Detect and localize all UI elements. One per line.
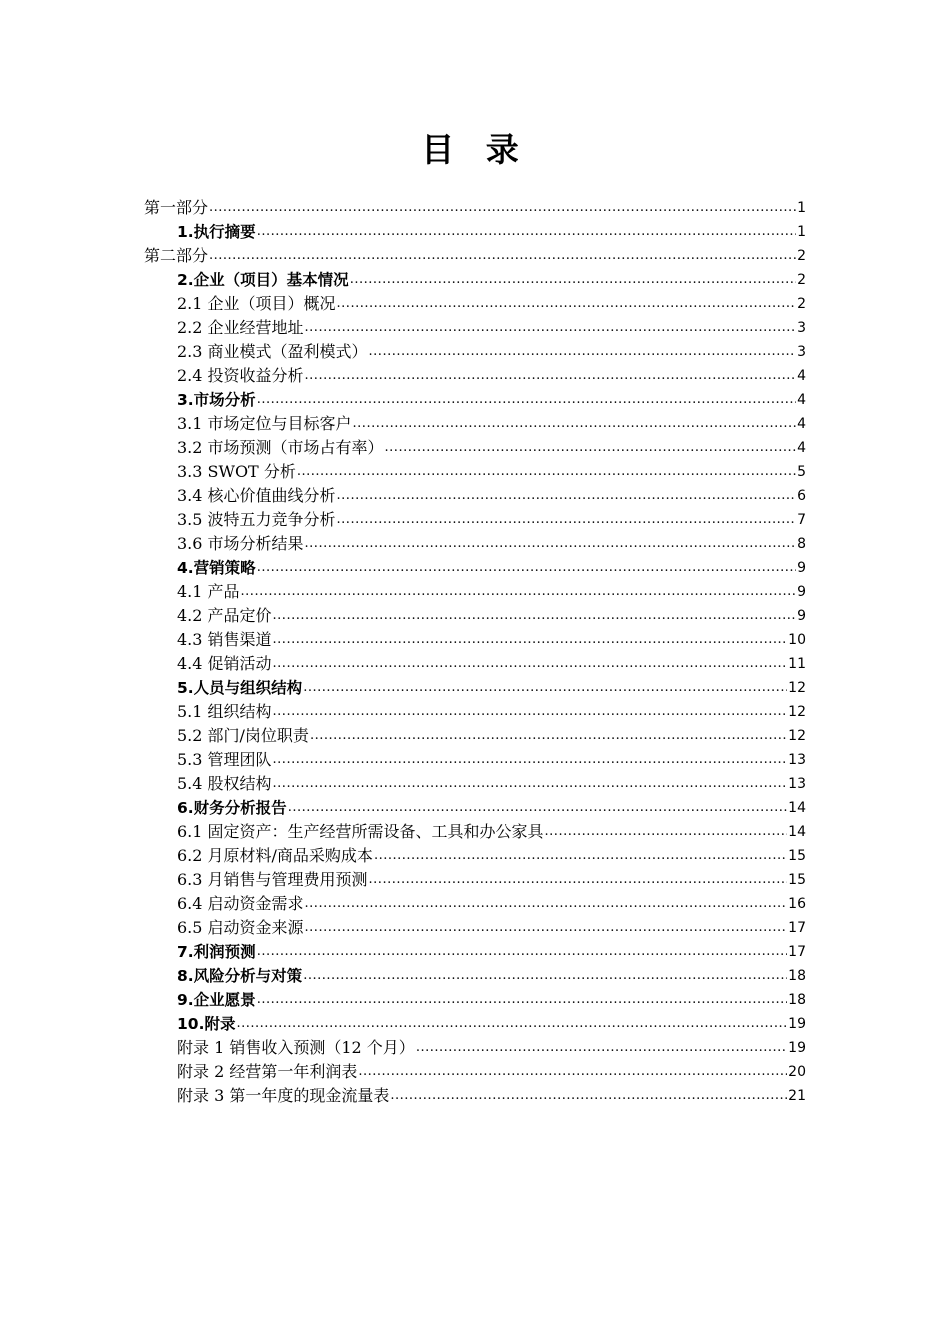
toc-entry[interactable] [144,722,806,746]
toc-dot-leader [257,222,796,242]
toc-entry-label: 4.1 产品 [177,582,240,601]
toc-entry-label: 6.4 启动资金需求 [177,894,304,913]
toc-dot-leader [273,774,788,794]
toc-entry-label: 3.1 市场定位与目标客户 [177,414,352,433]
toc-dot-leader [545,822,788,842]
toc-entry[interactable] [144,890,806,914]
toc-page-number: 2 [797,272,806,288]
toc-entry[interactable] [144,866,806,890]
toc-dot-leader [257,390,796,410]
toc-entry[interactable] [144,794,806,818]
toc-page-number: 1 [797,200,806,216]
toc-page-number: 21 [788,1088,806,1104]
toc-page-number: 19 [788,1040,806,1056]
toc-entry[interactable] [144,986,806,1010]
toc-entry[interactable] [144,650,806,674]
toc-entry-label: 4.3 销售渠道 [177,630,272,649]
toc-page-number: 14 [788,800,806,816]
toc-entry-label: 4.营销策略 [177,559,256,577]
toc-entry[interactable] [144,818,806,842]
toc-dot-leader [358,1062,787,1082]
toc-entry-label: 7.利润预测 [177,943,256,961]
toc-entry[interactable] [144,1010,806,1034]
toc-page-number: 12 [788,680,806,696]
toc-entry-label: 2.3 商业模式（盈利模式） [177,342,368,361]
toc-entry-label: 4.2 产品定价 [177,606,272,625]
toc-dot-leader [369,342,797,362]
toc-dot-leader [305,366,797,386]
toc-page-number: 4 [797,416,806,432]
toc-dot-leader [374,846,787,866]
toc-entry[interactable] [144,410,806,434]
toc-page-number: 18 [788,968,806,984]
toc-page-number: 9 [797,560,806,576]
toc-page-number: 16 [788,896,806,912]
toc-entry[interactable] [144,338,806,362]
toc-entry-label: 3.5 波特五力竞争分析 [177,510,336,529]
toc-dot-leader [241,582,797,602]
toc-entry-label: 5.3 管理团队 [177,750,272,769]
toc-entry[interactable] [144,914,806,938]
toc-entry-label: 10.附录 [177,1015,236,1033]
toc-entry-label: 6.1 固定资产：生产经营所需设备、工具和办公家具 [177,822,544,841]
toc-entry[interactable] [144,1082,806,1106]
toc-entry-label: 2.企业（项目）基本情况 [177,271,349,289]
toc-entry[interactable] [144,482,806,506]
toc-entry-label: 5.人员与组织结构 [177,679,303,697]
toc-entry-label: 2.4 投资收益分析 [177,366,304,385]
toc-entry-label: 5.4 股权结构 [177,774,272,793]
toc-page-number: 11 [788,656,806,672]
toc-page-number: 1 [797,224,806,240]
toc-entry[interactable] [144,290,806,314]
toc-entry[interactable] [144,578,806,602]
toc-entry-label: 第一部分 [144,198,209,217]
toc-entry[interactable] [144,626,806,650]
toc-page-number: 17 [788,920,806,936]
toc-dot-leader [273,750,788,770]
toc-entry-label: 5.2 部门/岗位职责 [177,726,309,745]
toc-entry-label: 3.3 SWOT 分析 [177,462,296,481]
toc-entry[interactable] [144,1034,806,1058]
toc-dot-leader [209,246,796,266]
toc-entry-label: 1.执行摘要 [177,223,256,241]
toc-page-number: 20 [788,1064,806,1080]
toc-dot-leader [310,726,787,746]
toc-dot-leader [209,198,796,218]
toc-page-number: 13 [788,752,806,768]
toc-entry[interactable] [144,530,806,554]
toc-entry-label: 第二部分 [144,246,209,265]
toc-entry[interactable] [144,770,806,794]
toc-entry[interactable] [144,218,806,242]
table-of-contents [144,194,806,1106]
toc-dot-leader [385,438,797,458]
toc-entry-label: 3.2 市场预测（市场占有率） [177,438,384,457]
toc-entry[interactable] [144,386,806,410]
toc-dot-leader [353,414,797,434]
toc-entry-label: 3.市场分析 [177,391,256,409]
toc-entry-label: 3.4 核心价值曲线分析 [177,486,336,505]
toc-dot-leader [305,894,788,914]
toc-entry-label: 9.企业愿景 [177,991,256,1009]
toc-entry-label: 6.2 月原材料/商品采购成本 [177,846,373,865]
toc-dot-leader [257,558,796,578]
toc-entry-label: 附录 1 销售收入预测（12 个月） [177,1038,415,1057]
toc-entry[interactable] [144,554,806,578]
toc-page-number: 3 [797,344,806,360]
toc-page-number: 19 [788,1016,806,1032]
page-title: 目 录 [421,130,529,169]
toc-entry-label: 5.1 组织结构 [177,702,272,721]
toc-page-number: 8 [797,536,806,552]
toc-entry[interactable] [144,674,806,698]
toc-dot-leader [305,918,788,938]
toc-entry-label: 6.5 启动资金来源 [177,918,304,937]
toc-entry[interactable] [144,266,806,290]
toc-entry[interactable] [144,362,806,386]
toc-dot-leader [273,654,788,674]
toc-entry-label: 2.1 企业（项目）概况 [177,294,336,313]
toc-dot-leader [337,486,797,506]
toc-page-number: 12 [788,728,806,744]
toc-entry-label: 8.风险分析与对策 [177,967,303,985]
toc-page-number: 2 [797,296,806,312]
toc-entry[interactable] [144,434,806,458]
toc-entry[interactable] [144,194,806,218]
toc-entry[interactable] [144,458,806,482]
toc-entry[interactable] [144,1058,806,1082]
toc-entry[interactable] [144,746,806,770]
toc-page-number: 18 [788,992,806,1008]
toc-page-number: 13 [788,776,806,792]
toc-entry-label: 4.4 促销活动 [177,654,272,673]
toc-dot-leader [305,318,797,338]
toc-dot-leader [337,510,797,530]
toc-page-number: 6 [797,488,806,504]
toc-entry[interactable] [144,842,806,866]
toc-dot-leader [257,990,787,1010]
toc-page-number: 2 [797,248,806,264]
toc-page-number: 9 [797,608,806,624]
toc-dot-leader [273,630,788,650]
toc-page-number: 17 [788,944,806,960]
toc-page-number: 15 [788,848,806,864]
toc-dot-leader [416,1038,787,1058]
toc-dot-leader [369,870,788,890]
toc-entry-label: 6.财务分析报告 [177,799,287,817]
toc-entry[interactable] [144,602,806,626]
toc-dot-leader [350,270,796,290]
toc-page-number: 9 [797,584,806,600]
toc-entry-label: 附录 3 第一年度的现金流量表 [177,1086,390,1105]
toc-page-number: 15 [788,872,806,888]
toc-dot-leader [390,1086,787,1106]
toc-page-number: 10 [788,632,806,648]
toc-entry-label: 3.6 市场分析结果 [177,534,304,553]
toc-dot-leader [288,798,787,818]
toc-entry[interactable] [144,698,806,722]
toc-dot-leader [273,606,797,626]
toc-dot-leader [303,678,787,698]
toc-page-number: 7 [797,512,806,528]
toc-entry[interactable] [144,242,806,266]
toc-dot-leader [257,942,787,962]
toc-page-number: 12 [788,704,806,720]
toc-entry[interactable] [144,506,806,530]
toc-page-number: 14 [788,824,806,840]
toc-dot-leader [337,294,797,314]
toc-entry[interactable] [144,938,806,962]
toc-dot-leader [303,966,787,986]
toc-entry[interactable] [144,962,806,986]
toc-entry-label: 附录 2 经营第一年利润表 [177,1062,358,1081]
toc-entry-label: 6.3 月销售与管理费用预测 [177,870,368,889]
toc-page-number: 5 [797,464,806,480]
toc-page-number: 4 [797,392,806,408]
toc-dot-leader [236,1014,787,1034]
toc-entry-label: 2.2 企业经营地址 [177,318,304,337]
toc-dot-leader [305,534,797,554]
toc-dot-leader [273,702,788,722]
toc-page-number: 4 [797,368,806,384]
toc-dot-leader [297,462,796,482]
toc-entry[interactable] [144,314,806,338]
toc-page-number: 3 [797,320,806,336]
toc-page-number: 4 [797,440,806,456]
